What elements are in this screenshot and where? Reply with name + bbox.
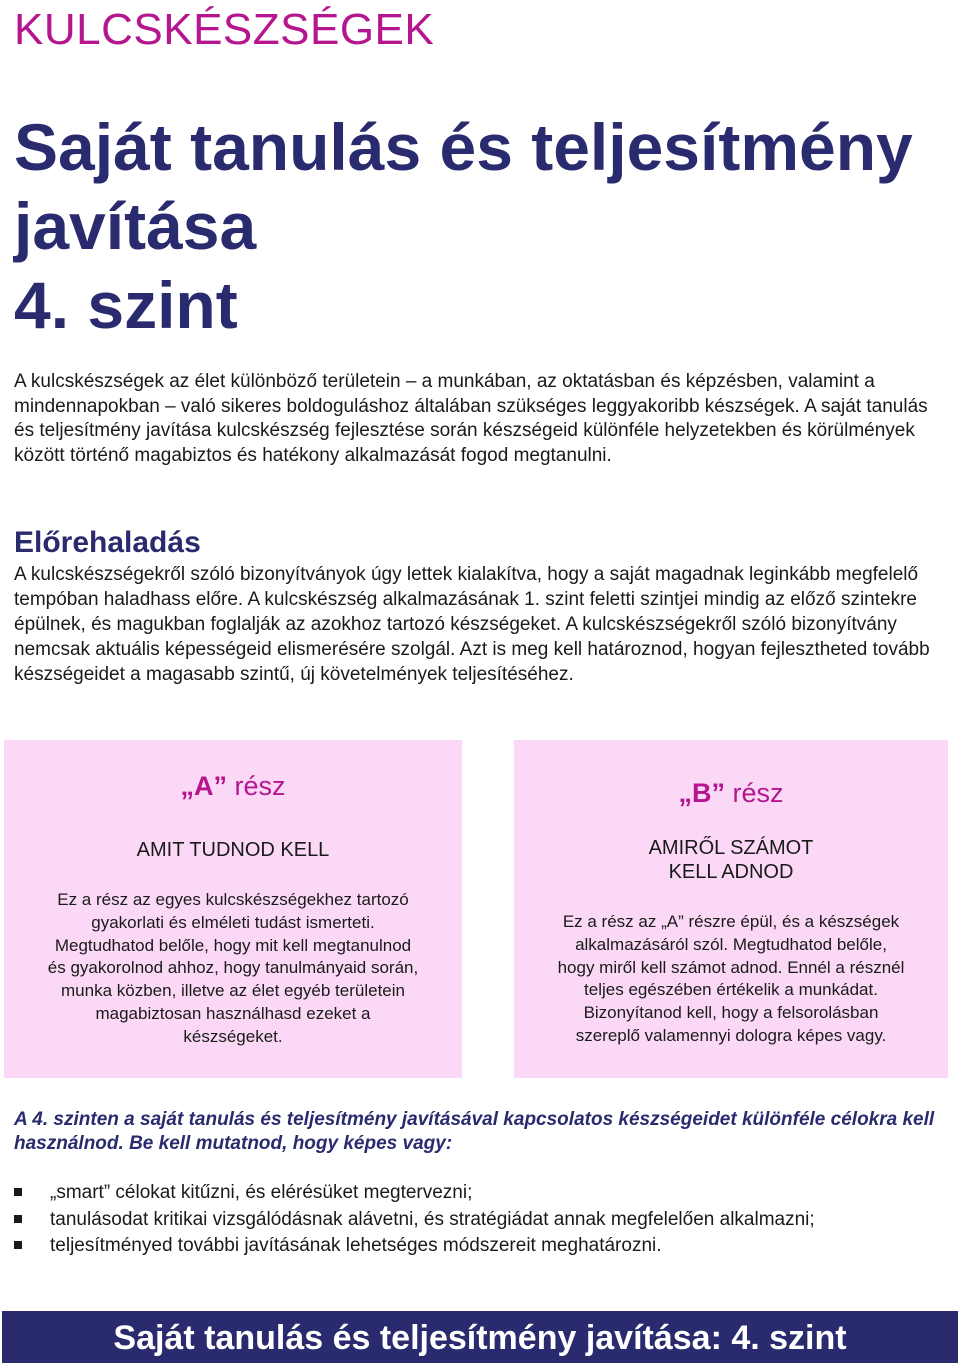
part-b-subtitle-line: AMIRŐL SZÁMOT xyxy=(648,837,814,859)
square-bullet-icon xyxy=(14,1188,22,1196)
part-b-body-line: alkalmazásáról szól. Megtudhatod belőle, xyxy=(575,934,887,954)
title-line-3: 4. szint xyxy=(14,268,238,342)
list-item xyxy=(14,1207,949,1234)
intro-paragraph: A kulcskészségek az élet különböző területein – a munkában, az oktatásban és képzésben, valamint a mindennapokban – való sikeres boldoguláshoz általában szükséges leggyakoribb készségek. A saját tanulás és teljesítmény javítása kulcskészség fejlesztése során készségeid különféle helyzetekben és körülmények között történő magabiztos és hatékony alkalmazását fogod megtanulni. xyxy=(14,371,928,466)
part-b-body-line: Ez a rész az „A” részre épül, és a készségek xyxy=(562,912,900,931)
square-bullet-icon xyxy=(14,1215,22,1223)
skills-list xyxy=(14,1180,949,1260)
part-a-panel xyxy=(4,740,462,1078)
part-a-body xyxy=(4,889,462,1049)
part-a-letter: „A” xyxy=(180,771,227,801)
part-a-body-line: gyakorlati és elméleti tudást ismerteti. xyxy=(91,912,375,932)
part-b-body xyxy=(514,911,948,1048)
title-line-2: javítása xyxy=(14,189,257,263)
list-item xyxy=(14,1180,949,1207)
square-bullet-icon xyxy=(14,1241,22,1249)
progress-paragraph: A kulcskészségekről szóló bizonyítványok úgy lettek kialakítva, hogy a saját magadnak leginkább megfelelő tempóban haladhass előre. A kulcskészség alkalmazásának 1. szint feletti szintjei mindig az előző szintekre épülnek, és magukban foglalják az azokhoz tartozó készségeket. A kulcskészségekről szóló bizonyítvány nemcsak aktuális képességeid elismerésére szolgál. Azt is meg kell határoznod, hogyan fejlesztheted tovább készségeidet a magasabb szintű, új követelmények teljesítéséhez. xyxy=(14,564,930,685)
list-item-text: tanulásodat kritikai vizsgálódásnak alávetni, és stratégiádat annak megfelelően alkalmazni; xyxy=(50,1208,815,1230)
part-a-subtitle: AMIT TUDNOD KELL xyxy=(136,839,330,861)
part-b-body-line: szereplő valamennyi dologra képes vagy. xyxy=(575,1025,887,1045)
part-a-title xyxy=(4,770,462,802)
section-kicker: KULCSKÉSZSÉGEK xyxy=(14,5,435,54)
part-b-subtitle xyxy=(514,836,948,884)
footer-bar xyxy=(2,1311,958,1363)
part-b-body-line: Bizonyítanod kell, hogy a felsorolásban xyxy=(583,1003,879,1023)
list-item-text: „smart” célokat kitűzni, és elérésüket megtervezni; xyxy=(50,1182,473,1203)
list-item-text: teljesítményed további javításának lehetséges módszereit meghatározni. xyxy=(50,1235,662,1256)
part-b-body-line: teljes egészében értékelik a munkádat. xyxy=(584,980,878,1000)
part-a-suffix: rész xyxy=(226,771,286,801)
part-a-body-line: magabiztosan használhasd ezeket a xyxy=(95,1003,371,1023)
part-a-body-line: készségeket. xyxy=(183,1026,283,1046)
part-a-body-line: munka közben, illetve az élet egyéb területein xyxy=(61,981,405,1001)
part-b-panel xyxy=(514,740,948,1078)
level-statement: A 4. szinten a saját tanulás és teljesítmény javításával kapcsolatos készségeidet különféle célokra kell használnod. Be kell mutatnod, hogy képes vagy: xyxy=(14,1109,935,1154)
footer-title: Saját tanulás és teljesítmény javítása: 4. szint xyxy=(113,1319,847,1357)
part-b-subtitle-line: KELL ADNOD xyxy=(668,861,794,883)
part-a-body-line: Ez a rész az egyes kulcskészségekhez tartozó xyxy=(57,890,409,909)
part-a-body-line: Megtudhatod belőle, hogy mit kell megtanulnod xyxy=(54,935,412,955)
part-a-body-line: és gyakorolnod ahhoz, hogy tanulmányaid során, xyxy=(47,958,419,978)
title-line-1: Saját tanulás és teljesítmény xyxy=(14,110,913,184)
part-b-letter: „B” xyxy=(678,778,725,808)
part-b-suffix: rész xyxy=(724,778,784,808)
part-b-body-line: hogy miről kell számot adnod. Ennél a résznél xyxy=(557,957,905,977)
page-title xyxy=(14,108,949,345)
progress-heading: Előrehaladás xyxy=(14,526,201,559)
part-b-title xyxy=(514,777,948,809)
list-item xyxy=(14,1233,949,1260)
